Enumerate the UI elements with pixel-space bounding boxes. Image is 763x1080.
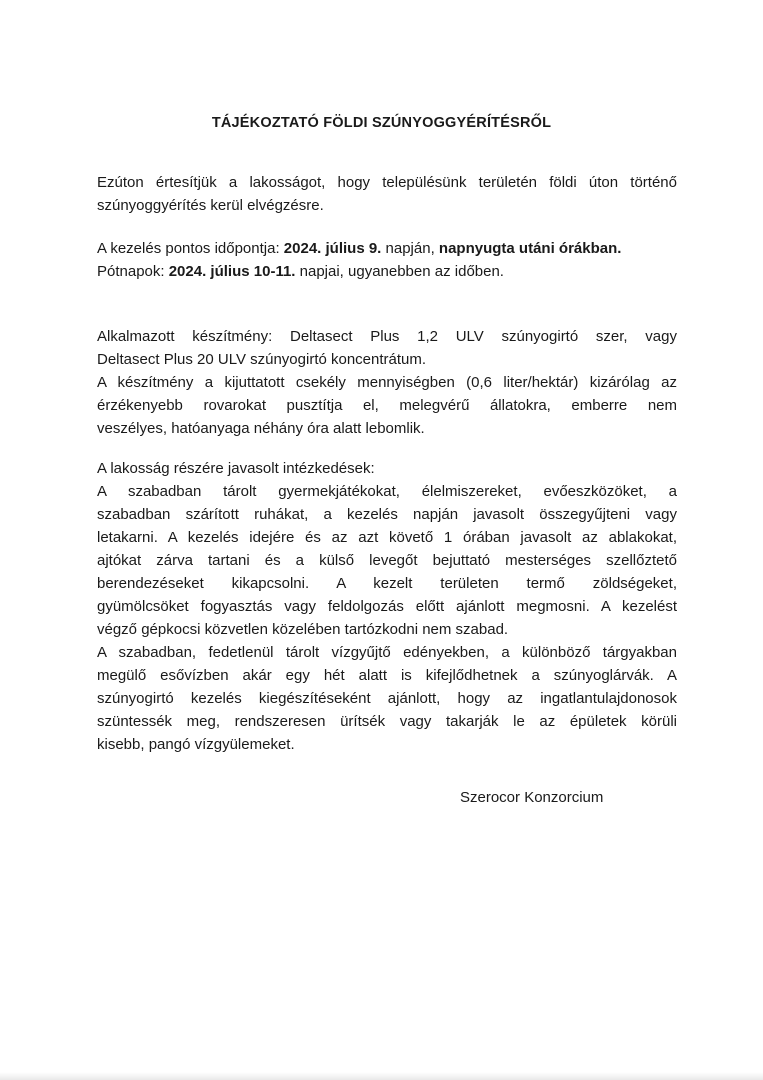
- product-line-4: érzékenyebb rovarokat pusztítja el, melegvérű állatokra, emberre nem: [97, 397, 677, 414]
- measures-line-10: szúnyogirtó kezelés kiegészítéseként ajánlott, hogy az ingatlantulajdonosok: [97, 690, 677, 707]
- measures-heading: A lakosság részére javasolt intézkedések:: [97, 460, 375, 477]
- signature: Szerocor Konzorcium: [460, 789, 604, 806]
- backup-days-label: Pótnapok:: [97, 263, 169, 280]
- document-title: TÁJÉKOZTATÓ FÖLDI SZÚNYOGGYÉRÍTÉSRŐL: [211, 115, 552, 131]
- product-paragraph: [97, 325, 677, 440]
- product-line-2: Deltasect Plus 20 ULV szúnyogirtó koncentrátum.: [97, 351, 427, 368]
- treatment-date: 2024. július 9.: [283, 240, 382, 257]
- measures-line-1: A szabadban tárolt gyermekjátékokat, élelmiszereket, evőeszközöket, a: [97, 483, 677, 500]
- measures-line-5: berendezéseket kikapcsolni. A kezelt területen termő zöldségeket,: [97, 575, 677, 592]
- intro-line-1: Ezúton értesítjük a lakosságot, hogy településünk területén földi úton történő: [97, 174, 677, 191]
- backup-days-text: napjai, ugyanebben az időben.: [295, 263, 504, 280]
- treatment-time: napnyugta utáni órákban.: [438, 240, 622, 257]
- measures-line-11: szüntessék meg, rendszeresen ürítsék vagy takarják le az épületek körüli: [97, 713, 677, 730]
- backup-days-date: 2024. július 10-11.: [168, 263, 296, 280]
- backup-days-line: [97, 260, 677, 283]
- measures-line-12: kisebb, pangó vízgyülemeket.: [97, 736, 295, 753]
- schedule-date-line: [97, 237, 677, 260]
- measures-line-6: gyümölcsöket fogyasztás vagy feldolgozás előtt ajánlott megmosni. A kezelést: [97, 598, 677, 615]
- schedule-label: A kezelés pontos időpontja:: [97, 240, 284, 257]
- product-line-5: veszélyes, hatóanyaga néhány óra alatt lebomlik.: [97, 420, 425, 437]
- measures-line-8: A szabadban, fedetlenül tárolt vízgyűjtő edényekben, a különböző tárgyakban: [97, 644, 677, 661]
- intro-line-2: szúnyoggyérítés kerül elvégzésre.: [97, 197, 324, 214]
- page-bottom-edge: [0, 1072, 763, 1080]
- measures-line-9: megülő esővízben akár egy hét alatt is kifejlődhetnek a szúnyoglárvák. A: [97, 667, 677, 684]
- measures-line-3: letakarni. A kezelés idejére és az azt követő 1 órában javasolt az ablakokat,: [97, 529, 677, 546]
- measures-line-2: szabadban szárított ruhákat, a kezelés napján javasolt összegyűjteni vagy: [97, 506, 677, 523]
- schedule-paragraph: [97, 237, 677, 283]
- measures-paragraph: [97, 457, 677, 756]
- product-line-3: A készítmény a kijuttatott csekély mennyiségben (0,6 liter/hektár) kizárólag az: [97, 374, 677, 391]
- measures-line-7: végző gépkocsi közvetlen közelében tartózkodni nem szabad.: [97, 621, 509, 638]
- measures-line-4: ajtókat zárva tartani és a külső levegőt bejuttató mesterséges szellőztető: [97, 552, 677, 569]
- schedule-mid-text: napján,: [381, 240, 439, 257]
- intro-paragraph: [97, 171, 677, 217]
- product-line-1: Alkalmazott készítmény: Deltasect Plus 1,2 ULV szúnyogirtó szer, vagy: [97, 328, 677, 345]
